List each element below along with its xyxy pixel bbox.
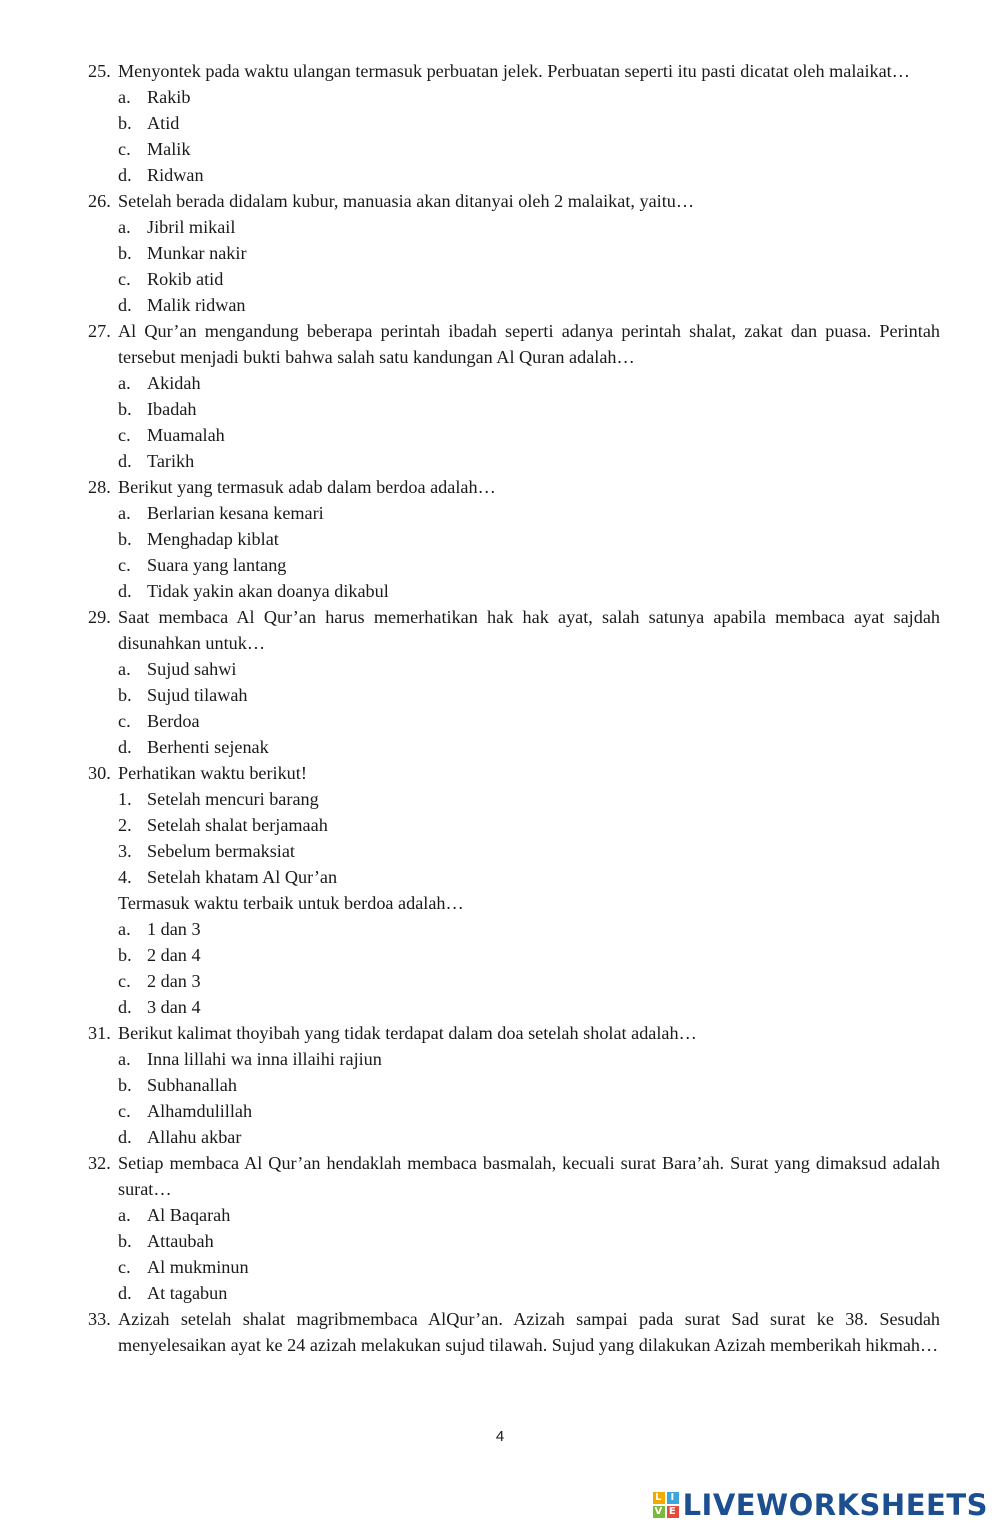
question-32	[88, 1150, 940, 1306]
options-list	[118, 916, 940, 1020]
option-label: a.	[118, 217, 131, 237]
question-25	[88, 58, 940, 188]
question-text: Al Qur’an mengandung beberapa perintah ibadah seperti adanya perintah shalat, zakat dan puasa. Perintah tersebut menjadi bukti bahwa salah satu kandungan Al Quran adalah…	[118, 321, 940, 367]
option-text: Berdoa	[147, 711, 200, 731]
option-label: c.	[118, 555, 131, 575]
option-label: d.	[118, 997, 132, 1017]
question-number: 29.	[88, 607, 111, 627]
option-c[interactable]	[118, 708, 940, 734]
statement-item	[118, 786, 940, 812]
option-label: b.	[118, 529, 132, 549]
statement-number: 4.	[118, 867, 132, 887]
option-label: d.	[118, 737, 132, 757]
worksheet-content	[88, 58, 940, 1358]
option-text: Akidah	[147, 373, 201, 393]
option-a[interactable]	[118, 656, 940, 682]
option-text: Tarikh	[147, 451, 195, 471]
question-29	[88, 604, 940, 760]
option-text: Rokib atid	[147, 269, 224, 289]
option-text: 2 dan 4	[147, 945, 201, 965]
option-d[interactable]	[118, 734, 940, 760]
options-list	[118, 370, 940, 474]
option-text: Suara yang lantang	[147, 555, 287, 575]
option-text: Atid	[147, 113, 180, 133]
option-label: b.	[118, 399, 132, 419]
option-b[interactable]	[118, 1072, 940, 1098]
option-c[interactable]	[118, 422, 940, 448]
option-label: c.	[118, 1101, 131, 1121]
option-label: c.	[118, 269, 131, 289]
option-label: b.	[118, 113, 132, 133]
option-label: d.	[118, 165, 132, 185]
option-text: Allahu akbar	[147, 1127, 242, 1147]
option-text: Subhanallah	[147, 1075, 237, 1095]
question-prompt: Termasuk waktu terbaik untuk berdoa adalah…	[118, 893, 464, 913]
option-label: b.	[118, 1075, 132, 1095]
option-text: Malik	[147, 139, 191, 159]
option-b[interactable]	[118, 110, 940, 136]
question-number: 33.	[88, 1309, 111, 1329]
option-a[interactable]	[118, 1202, 940, 1228]
option-label: a.	[118, 659, 131, 679]
option-b[interactable]	[118, 682, 940, 708]
option-d[interactable]	[118, 162, 940, 188]
option-label: d.	[118, 295, 132, 315]
question-number: 28.	[88, 477, 111, 497]
option-text: Ibadah	[147, 399, 197, 419]
statement-item	[118, 838, 940, 864]
question-27	[88, 318, 940, 474]
option-text: Malik ridwan	[147, 295, 246, 315]
question-28	[88, 474, 940, 604]
options-list	[118, 214, 940, 318]
option-text: At tagabun	[147, 1283, 228, 1303]
option-text: Rakib	[147, 87, 191, 107]
option-text: Menghadap kiblat	[147, 529, 279, 549]
statement-item	[118, 812, 940, 838]
option-text: Berhenti sejenak	[147, 737, 269, 757]
option-label: d.	[118, 1283, 132, 1303]
question-text: Berikut yang termasuk adab dalam berdoa adalah…	[118, 477, 496, 497]
option-d[interactable]	[118, 1280, 940, 1306]
question-text: Setelah berada didalam kubur, manuasia akan ditanyai oleh 2 malaikat, yaitu…	[118, 191, 695, 211]
option-text: Sujud tilawah	[147, 685, 248, 705]
statement-number: 1.	[118, 789, 132, 809]
option-d[interactable]	[118, 994, 940, 1020]
question-text: Berikut kalimat thoyibah yang tidak terdapat dalam doa setelah sholat adalah…	[118, 1023, 697, 1043]
option-text: Jibril mikail	[147, 217, 236, 237]
logo-letter: E	[667, 1506, 679, 1518]
statement-number: 2.	[118, 815, 132, 835]
option-text: Inna lillahi wa inna illaihi rajiun	[147, 1049, 382, 1069]
option-c[interactable]	[118, 968, 940, 994]
option-b[interactable]	[118, 396, 940, 422]
options-list	[118, 1202, 940, 1306]
brand-name: LIVEWORKSHEETS	[682, 1488, 988, 1522]
logo-letter: L	[653, 1492, 665, 1504]
option-label: b.	[118, 1231, 132, 1251]
statement-text: Setelah mencuri barang	[147, 789, 319, 809]
option-text: 1 dan 3	[147, 919, 201, 939]
question-text: Setiap membaca Al Qur’an hendaklah membaca basmalah, kecuali surat Bara’ah. Surat yang dimaksud adalah surat…	[118, 1153, 940, 1199]
option-d[interactable]	[118, 578, 940, 604]
question-number: 30.	[88, 763, 111, 783]
page-number: 4	[495, 1428, 505, 1445]
question-number: 25.	[88, 61, 111, 81]
statement-item	[118, 864, 940, 890]
question-31	[88, 1020, 940, 1150]
option-text: Sujud sahwi	[147, 659, 237, 679]
option-label: c.	[118, 971, 131, 991]
question-text: Azizah setelah shalat magribmembaca AlQur’an. Azizah sampai pada surat Sad surat ke 38. Sesudah menyelesaikan ayat ke 24 azizah melakukan sujud tilawah. Sujud yang dilakukan Azizah memberikah hikmah…	[118, 1309, 940, 1355]
question-text: Saat membaca Al Qur’an harus memerhatikan hak hak ayat, salah satunya apabila membaca ayat sajdah disunahkan untuk…	[118, 607, 940, 653]
question-number: 31.	[88, 1023, 111, 1043]
option-c[interactable]	[118, 1098, 940, 1124]
option-label: c.	[118, 711, 131, 731]
option-c[interactable]	[118, 1254, 940, 1280]
statement-number: 3.	[118, 841, 132, 861]
option-a[interactable]	[118, 84, 940, 110]
option-text: Al mukminun	[147, 1257, 249, 1277]
question-text: Menyontek pada waktu ulangan termasuk perbuatan jelek. Perbuatan seperti itu pasti dicatat oleh malaikat…	[118, 61, 910, 81]
statement-text: Setelah shalat berjamaah	[147, 815, 328, 835]
option-d[interactable]	[118, 448, 940, 474]
question-number: 26.	[88, 191, 111, 211]
statement-list	[118, 786, 940, 890]
option-label: b.	[118, 945, 132, 965]
question-30	[88, 760, 940, 1020]
logo-letter: V	[654, 1506, 663, 1517]
question-number: 32.	[88, 1153, 111, 1173]
option-label: d.	[118, 451, 132, 471]
question-text: Perhatikan waktu berikut!	[118, 763, 307, 783]
option-label: d.	[118, 1127, 132, 1147]
option-text: Ridwan	[147, 165, 204, 185]
option-b[interactable]	[118, 240, 940, 266]
option-label: b.	[118, 243, 132, 263]
option-text: Muamalah	[147, 425, 225, 445]
option-text: Attaubah	[147, 1231, 214, 1251]
option-text: Al Baqarah	[147, 1205, 231, 1225]
option-label: a.	[118, 1049, 131, 1069]
option-text: Munkar nakir	[147, 243, 247, 263]
options-list	[118, 656, 940, 760]
option-text: Alhamdulillah	[147, 1101, 253, 1121]
option-a[interactable]	[118, 370, 940, 396]
option-text: 3 dan 4	[147, 997, 201, 1017]
statement-text: Setelah khatam Al Qur’an	[147, 867, 338, 887]
question-number: 27.	[88, 321, 111, 341]
option-label: a.	[118, 503, 131, 523]
option-a[interactable]	[118, 214, 940, 240]
option-b[interactable]	[118, 942, 940, 968]
option-text: Tidak yakin akan doanya dikabul	[147, 581, 389, 601]
options-list	[118, 1046, 940, 1150]
option-label: c.	[118, 1257, 131, 1277]
logo-letter: I	[667, 1492, 679, 1504]
option-c[interactable]	[118, 136, 940, 162]
option-b[interactable]	[118, 526, 940, 552]
options-list	[118, 84, 940, 188]
option-text: 2 dan 3	[147, 971, 201, 991]
option-c[interactable]	[118, 552, 940, 578]
option-d[interactable]	[118, 292, 940, 318]
liveworksheets-icon	[653, 1492, 679, 1518]
option-label: d.	[118, 581, 132, 601]
statement-text: Sebelum bermaksiat	[147, 841, 295, 861]
option-label: a.	[118, 373, 131, 393]
option-a[interactable]	[118, 500, 940, 526]
question-33	[88, 1306, 940, 1358]
option-a[interactable]	[118, 916, 940, 942]
question-26	[88, 188, 940, 318]
option-label: c.	[118, 425, 131, 445]
option-c[interactable]	[118, 266, 940, 292]
option-label: a.	[118, 87, 131, 107]
options-list	[118, 500, 940, 604]
option-label: a.	[118, 1205, 131, 1225]
option-text: Berlarian kesana kemari	[147, 503, 324, 523]
option-d[interactable]	[118, 1124, 940, 1150]
option-b[interactable]	[118, 1228, 940, 1254]
option-label: a.	[118, 919, 131, 939]
option-label: c.	[118, 139, 131, 159]
option-a[interactable]	[118, 1046, 940, 1072]
liveworksheets-logo[interactable]	[653, 1488, 988, 1522]
option-label: b.	[118, 685, 132, 705]
